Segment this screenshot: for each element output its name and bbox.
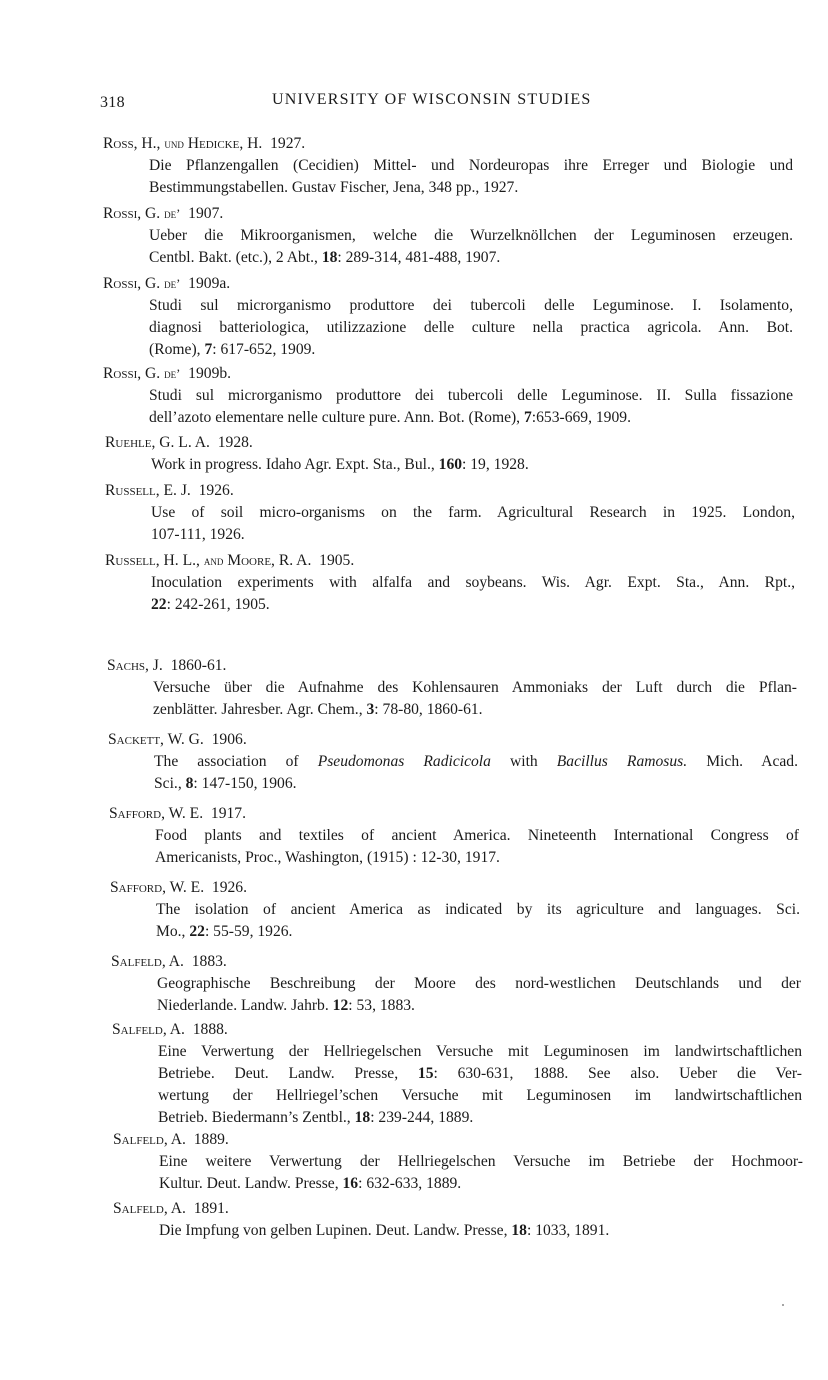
entry-citation [108, 751, 798, 795]
entry-heading [103, 203, 793, 225]
citation-line: Eine weitere Verwertung der Hellriegelschen Versuche im Betriebe der Hochmoor- [159, 1153, 803, 1170]
bib-entry [112, 1019, 802, 1129]
entry-heading [103, 133, 793, 155]
bib-entry [107, 655, 797, 721]
entry-author: Rossi, G. [103, 205, 161, 222]
citation-text: : 289-314, 481-488, 1907. [337, 249, 501, 266]
entry-heading [110, 877, 800, 899]
entry-year: 1906. [211, 731, 247, 748]
citation-text: : 78-80, 1860-61. [374, 701, 483, 718]
entry-author: Salfeld, A. [112, 1021, 185, 1038]
citation-text: Kultur. Deut. Landw. Presse, [159, 1175, 343, 1192]
citation-text: Die Impfung von gelben Lupinen. Deut. Landw. Presse, [159, 1222, 512, 1239]
entry-year: 1860-61. [170, 657, 227, 674]
entry-citation [107, 677, 797, 721]
entry-author: Sackett, W. G. [108, 731, 204, 748]
entry-author: Salfeld, A. [113, 1200, 186, 1217]
citation-line [154, 751, 798, 773]
entry-citation [112, 1041, 802, 1129]
volume-number: 16 [342, 1175, 359, 1192]
entry-coauthor: Moore, R. A. [227, 552, 312, 569]
volume-number: 160 [438, 456, 463, 473]
entry-year: 1926. [198, 482, 234, 499]
citation-line: Use of soil micro-organisms on the farm. Agricultural Research in 1925. London, [151, 504, 795, 521]
taxon-name: Pseudomonas Radicicola [317, 753, 491, 770]
entry-citation [103, 155, 793, 199]
entry-author: Safford, W. E. [110, 879, 205, 896]
bib-entry [113, 1129, 803, 1195]
bib-entry [105, 480, 795, 546]
citation-line [149, 407, 793, 429]
citation-line [159, 1173, 803, 1195]
citation-text: dell’azoto elementare nelle culture pure. Ann. Bot. (Rome), [149, 409, 524, 426]
entry-year: 1909a. [188, 275, 231, 292]
entry-year: 1909b. [188, 365, 232, 382]
entry-year: 1883. [191, 953, 227, 970]
running-head: UNIVERSITY OF WISCONSIN STUDIES [272, 91, 592, 108]
volume-number: 12 [332, 997, 349, 1014]
taxon-name: Bacillus Ramosus. [556, 753, 688, 770]
entry-citation [110, 899, 800, 943]
citation-text: (Rome), [149, 341, 205, 358]
entry-author: Salfeld, A. [113, 1131, 186, 1148]
citation-line: Eine Verwertung der Hellriegelschen Versuche mit Leguminosen im landwirtschaftlichen [158, 1043, 802, 1060]
citation-text: : 19, 1928. [462, 456, 529, 473]
entry-heading [105, 480, 795, 502]
entry-year: 1891. [193, 1200, 229, 1217]
citation-line [151, 454, 795, 476]
volume-number: 22 [189, 923, 205, 940]
citation-line [158, 1063, 802, 1085]
citation-line: Die Pflanzengallen (Cecidien) Mittel- und Nordeuropas ihre Erreger und Biologie und [149, 157, 793, 174]
volume-number: 3 [366, 701, 375, 718]
volume-number: 8 [185, 775, 194, 792]
entry-author: Russell, E. J. [105, 482, 191, 499]
entry-author: Salfeld, A. [111, 953, 184, 970]
citation-text: Betriebe. Deut. Landw. Presse, [158, 1065, 418, 1082]
citation-text: The association of [154, 753, 318, 770]
citation-line [153, 699, 797, 721]
volume-number: 18 [511, 1222, 527, 1239]
entry-author: Ross, H., [103, 135, 161, 152]
entry-particle: de’ [164, 277, 181, 291]
entry-citation [113, 1220, 803, 1242]
citation-line: 107-111, 1926. [151, 526, 245, 543]
citation-text: : 632-633, 1889. [358, 1175, 462, 1192]
entry-heading [108, 729, 798, 751]
citation-line: Inoculation experiments with alfalfa and soybeans. Wis. Agr. Expt. Sta., Ann. Rpt., [151, 574, 795, 591]
entry-citation [103, 225, 793, 269]
bib-entry [113, 1198, 803, 1242]
entry-heading [113, 1198, 803, 1220]
bib-entry [111, 951, 801, 1017]
citation-line [151, 594, 795, 616]
citation-text: with [490, 753, 557, 770]
bib-entry [109, 803, 799, 869]
volume-number: 15 [417, 1065, 434, 1082]
citation-text: : 239-244, 1889. [370, 1109, 474, 1126]
entry-heading [105, 432, 795, 454]
entry-year: 1917. [210, 805, 246, 822]
entry-author: Russell, H. L., [105, 552, 200, 569]
entry-author: Sachs, J. [107, 657, 163, 674]
citation-line: diagnosi batteriologica, utilizzazione delle culture nella practica agricola. Ann. Bot. [149, 319, 793, 336]
volume-number: 18 [321, 249, 338, 266]
citation-line: Ueber die Mikroorganismen, welche die Wurzelknöllchen der Leguminosen erzeugen. [149, 227, 793, 244]
entry-heading [109, 803, 799, 825]
citation-text: Mich. Acad. [687, 753, 798, 770]
citation-text: : 55-59, 1926. [204, 923, 293, 940]
scan-speck [782, 1304, 784, 1306]
volume-number: 7 [204, 341, 213, 358]
citation-line: wertung der Hellriegel’schen Versuche mit Leguminosen im landwirtschaftlichen [158, 1087, 802, 1104]
citation-line [159, 1220, 803, 1242]
citation-line [149, 339, 793, 361]
citation-line: Geographische Beschreibung der Moore des nord-westlichen Deutschlands und der [157, 975, 801, 992]
entry-year: 1926. [211, 879, 247, 896]
entry-heading [112, 1019, 802, 1041]
entry-year: 1927. [270, 135, 306, 152]
entry-conjunction: und [164, 137, 184, 151]
entry-citation [105, 572, 795, 616]
citation-text: Work in progress. Idaho Agr. Expt. Sta., Bul., [151, 456, 439, 473]
entry-year: 1905. [319, 552, 355, 569]
citation-text: : 617-652, 1909. [212, 341, 316, 358]
citation-text: : 242-261, 1905. [166, 596, 270, 613]
entry-year: 1907. [188, 205, 224, 222]
citation-text: : 1033, 1891. [526, 1222, 610, 1239]
entry-conjunction: and [203, 554, 224, 568]
entry-citation [109, 825, 799, 869]
entry-heading [103, 363, 793, 385]
entry-author: Rossi, G. [103, 275, 161, 292]
citation-text: : 630-631, 1888. See also. Ueber die Ver- [433, 1065, 802, 1082]
page-number: 318 [100, 94, 125, 111]
citation-line: Americanists, Proc., Washington, (1915) : 12-30, 1917. [155, 849, 500, 866]
citation-line [157, 995, 801, 1017]
entry-year: 1928. [217, 434, 253, 451]
bib-entry [103, 133, 793, 199]
entry-year: 1889. [193, 1131, 229, 1148]
citation-line: Studi sul microrganismo produttore dei tubercoli delle Leguminose. II. Sulla fissazione [149, 387, 793, 404]
bib-entry [103, 363, 793, 429]
entry-citation [111, 973, 801, 1017]
entry-author: Ruehle, G. L. A. [105, 434, 210, 451]
citation-line [156, 921, 800, 943]
citation-line: Studi sul microrganismo produttore dei tubercoli delle Leguminose. I. Isolamento, [149, 297, 793, 314]
entry-particle: de’ [164, 207, 181, 221]
bib-entry [103, 273, 793, 361]
citation-line: Food plants and textiles of ancient America. Nineteenth International Congress of [155, 827, 799, 844]
entry-author: Rossi, G. [103, 365, 161, 382]
citation-text: Centbl. Bakt. (etc.), 2 Abt., [149, 249, 322, 266]
entry-heading [113, 1129, 803, 1151]
citation-line [154, 773, 798, 795]
citation-text: Mo., [156, 923, 190, 940]
entry-year: 1888. [192, 1021, 228, 1038]
volume-number: 22 [151, 596, 167, 613]
entry-author: Safford, W. E. [109, 805, 204, 822]
entry-citation [105, 454, 795, 476]
citation-line [158, 1107, 802, 1129]
citation-text: zenblätter. Jahresber. Agr. Chem., [153, 701, 367, 718]
entry-citation [103, 385, 793, 429]
entry-heading [103, 273, 793, 295]
bib-entry [110, 877, 800, 943]
citation-text: : 147-150, 1906. [193, 775, 297, 792]
entry-heading [105, 550, 795, 572]
citation-text: :653-669, 1909. [531, 409, 631, 426]
bib-entry [108, 729, 798, 795]
citation-line: Versuche über die Aufnahme des Kohlensauren Ammoniaks der Luft durch die Pflan- [153, 679, 797, 696]
entry-citation [113, 1151, 803, 1195]
entry-particle: de’ [164, 367, 181, 381]
entry-citation [103, 295, 793, 361]
entry-coauthor: Hedicke, H. [187, 135, 263, 152]
citation-line: Bestimmungstabellen. Gustav Fischer, Jena, 348 pp., 1927. [149, 179, 519, 196]
citation-text: Niederlande. Landw. Jahrb. [157, 997, 333, 1014]
citation-text: Sci., [154, 775, 186, 792]
entry-citation [105, 502, 795, 546]
citation-line: The isolation of ancient America as indicated by its agriculture and languages. Sci. [156, 901, 800, 918]
bib-entry [103, 203, 793, 269]
entry-heading [111, 951, 801, 973]
citation-line [149, 247, 793, 269]
bib-entry [105, 432, 795, 476]
citation-text: Betrieb. Biedermann’s Zentbl., [158, 1109, 355, 1126]
volume-number: 7 [523, 409, 532, 426]
bib-entry [105, 550, 795, 616]
citation-text: : 53, 1883. [348, 997, 415, 1014]
entry-heading [107, 655, 797, 677]
volume-number: 18 [354, 1109, 371, 1126]
